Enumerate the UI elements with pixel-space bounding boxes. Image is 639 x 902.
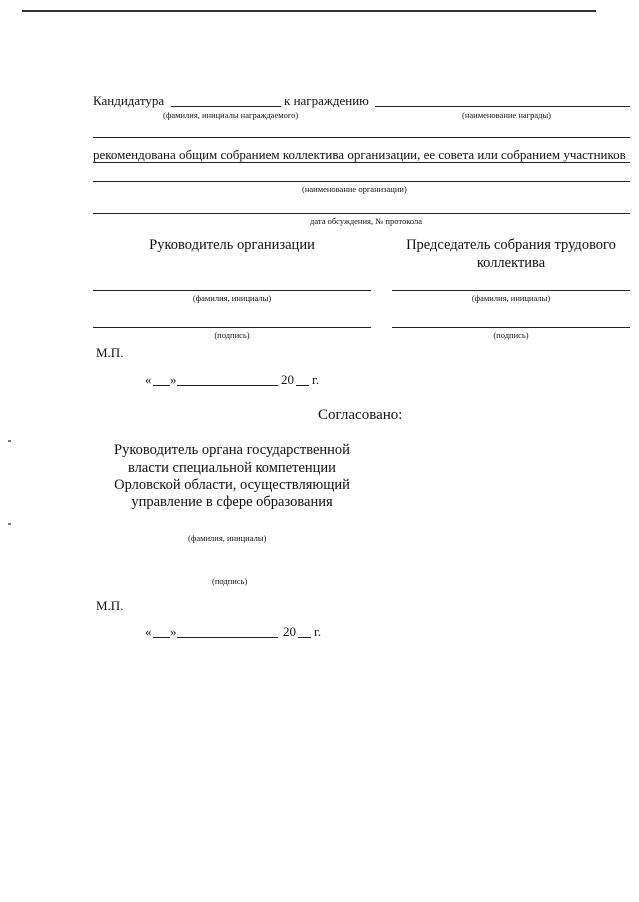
authority-title-line2: власти специальной компетенции — [128, 460, 336, 476]
scan-speck — [8, 440, 11, 442]
date-open-quote-1: « — [145, 372, 152, 387]
blank-line-1[interactable] — [93, 137, 630, 138]
authority-title-line1: Руководитель органа государственной — [114, 442, 350, 458]
date-month-line-1[interactable] — [177, 385, 278, 386]
org-head-sign-caption: (подпись) — [214, 330, 250, 340]
stamp-label-1: М.П. — [96, 345, 124, 360]
chairman-title-line1: Председатель собрания трудового — [406, 237, 616, 253]
date-year-line-1[interactable] — [296, 385, 309, 386]
agreed-heading: Согласовано: — [318, 407, 403, 423]
authority-sign-caption: (подпись) — [212, 576, 248, 586]
chairman-sign-caption: (подпись) — [493, 330, 529, 340]
award-name-line[interactable] — [375, 106, 630, 107]
date-protocol-line[interactable] — [93, 213, 630, 214]
chairman-title-line2: коллектива — [476, 255, 546, 271]
candidacy-label: Кандидатура — [93, 93, 165, 108]
recommended-text: рекомендована общим собранием коллектива организации, ее совета или собранием участников — [93, 147, 626, 162]
year-suffix-1: г. — [312, 372, 320, 387]
stamp-label-2: М.П. — [96, 598, 124, 613]
date-year-line-2[interactable] — [298, 637, 311, 638]
top-border-rule — [22, 10, 596, 12]
recommended-underline — [93, 162, 630, 163]
nominee-fio-caption: (фамилия, инициалы награждаемого) — [163, 110, 299, 120]
chairman-fio-line[interactable] — [392, 290, 630, 291]
award-caption: (наименование награды) — [462, 110, 552, 120]
org-head-sign-line[interactable] — [93, 327, 371, 328]
org-head-title: Руководитель организации — [149, 237, 315, 253]
date-open-quote-2: « — [145, 624, 152, 639]
chairman-fio-caption: (фамилия, инициалы) — [471, 293, 551, 303]
authority-title-line4: управление в сфере образования — [131, 494, 333, 510]
authority-title-line3: Орловской области, осуществляющий — [114, 477, 350, 493]
year-prefix-2: 20 — [283, 624, 296, 639]
date-day-line-2[interactable] — [153, 637, 170, 638]
for-award-label: к награждению — [284, 93, 369, 108]
authority-fio-caption: (фамилия, инициалы) — [188, 533, 267, 543]
chairman-sign-line[interactable] — [392, 327, 630, 328]
organization-caption: (наименование организации) — [302, 184, 407, 194]
org-head-fio-caption: (фамилия, инициалы) — [192, 293, 272, 303]
date-close-quote-2: » — [170, 624, 177, 639]
nominee-name-line[interactable] — [171, 106, 281, 107]
scan-speck — [8, 523, 11, 525]
year-prefix-1: 20 — [281, 372, 294, 387]
date-close-quote-1: » — [170, 372, 177, 387]
org-head-fio-line[interactable] — [93, 290, 371, 291]
date-protocol-caption: дата обсуждения, № протокола — [310, 216, 423, 226]
date-month-line-2[interactable] — [177, 637, 278, 638]
year-suffix-2: г. — [314, 624, 322, 639]
date-day-line-1[interactable] — [153, 385, 170, 386]
organization-name-line[interactable] — [93, 181, 630, 182]
